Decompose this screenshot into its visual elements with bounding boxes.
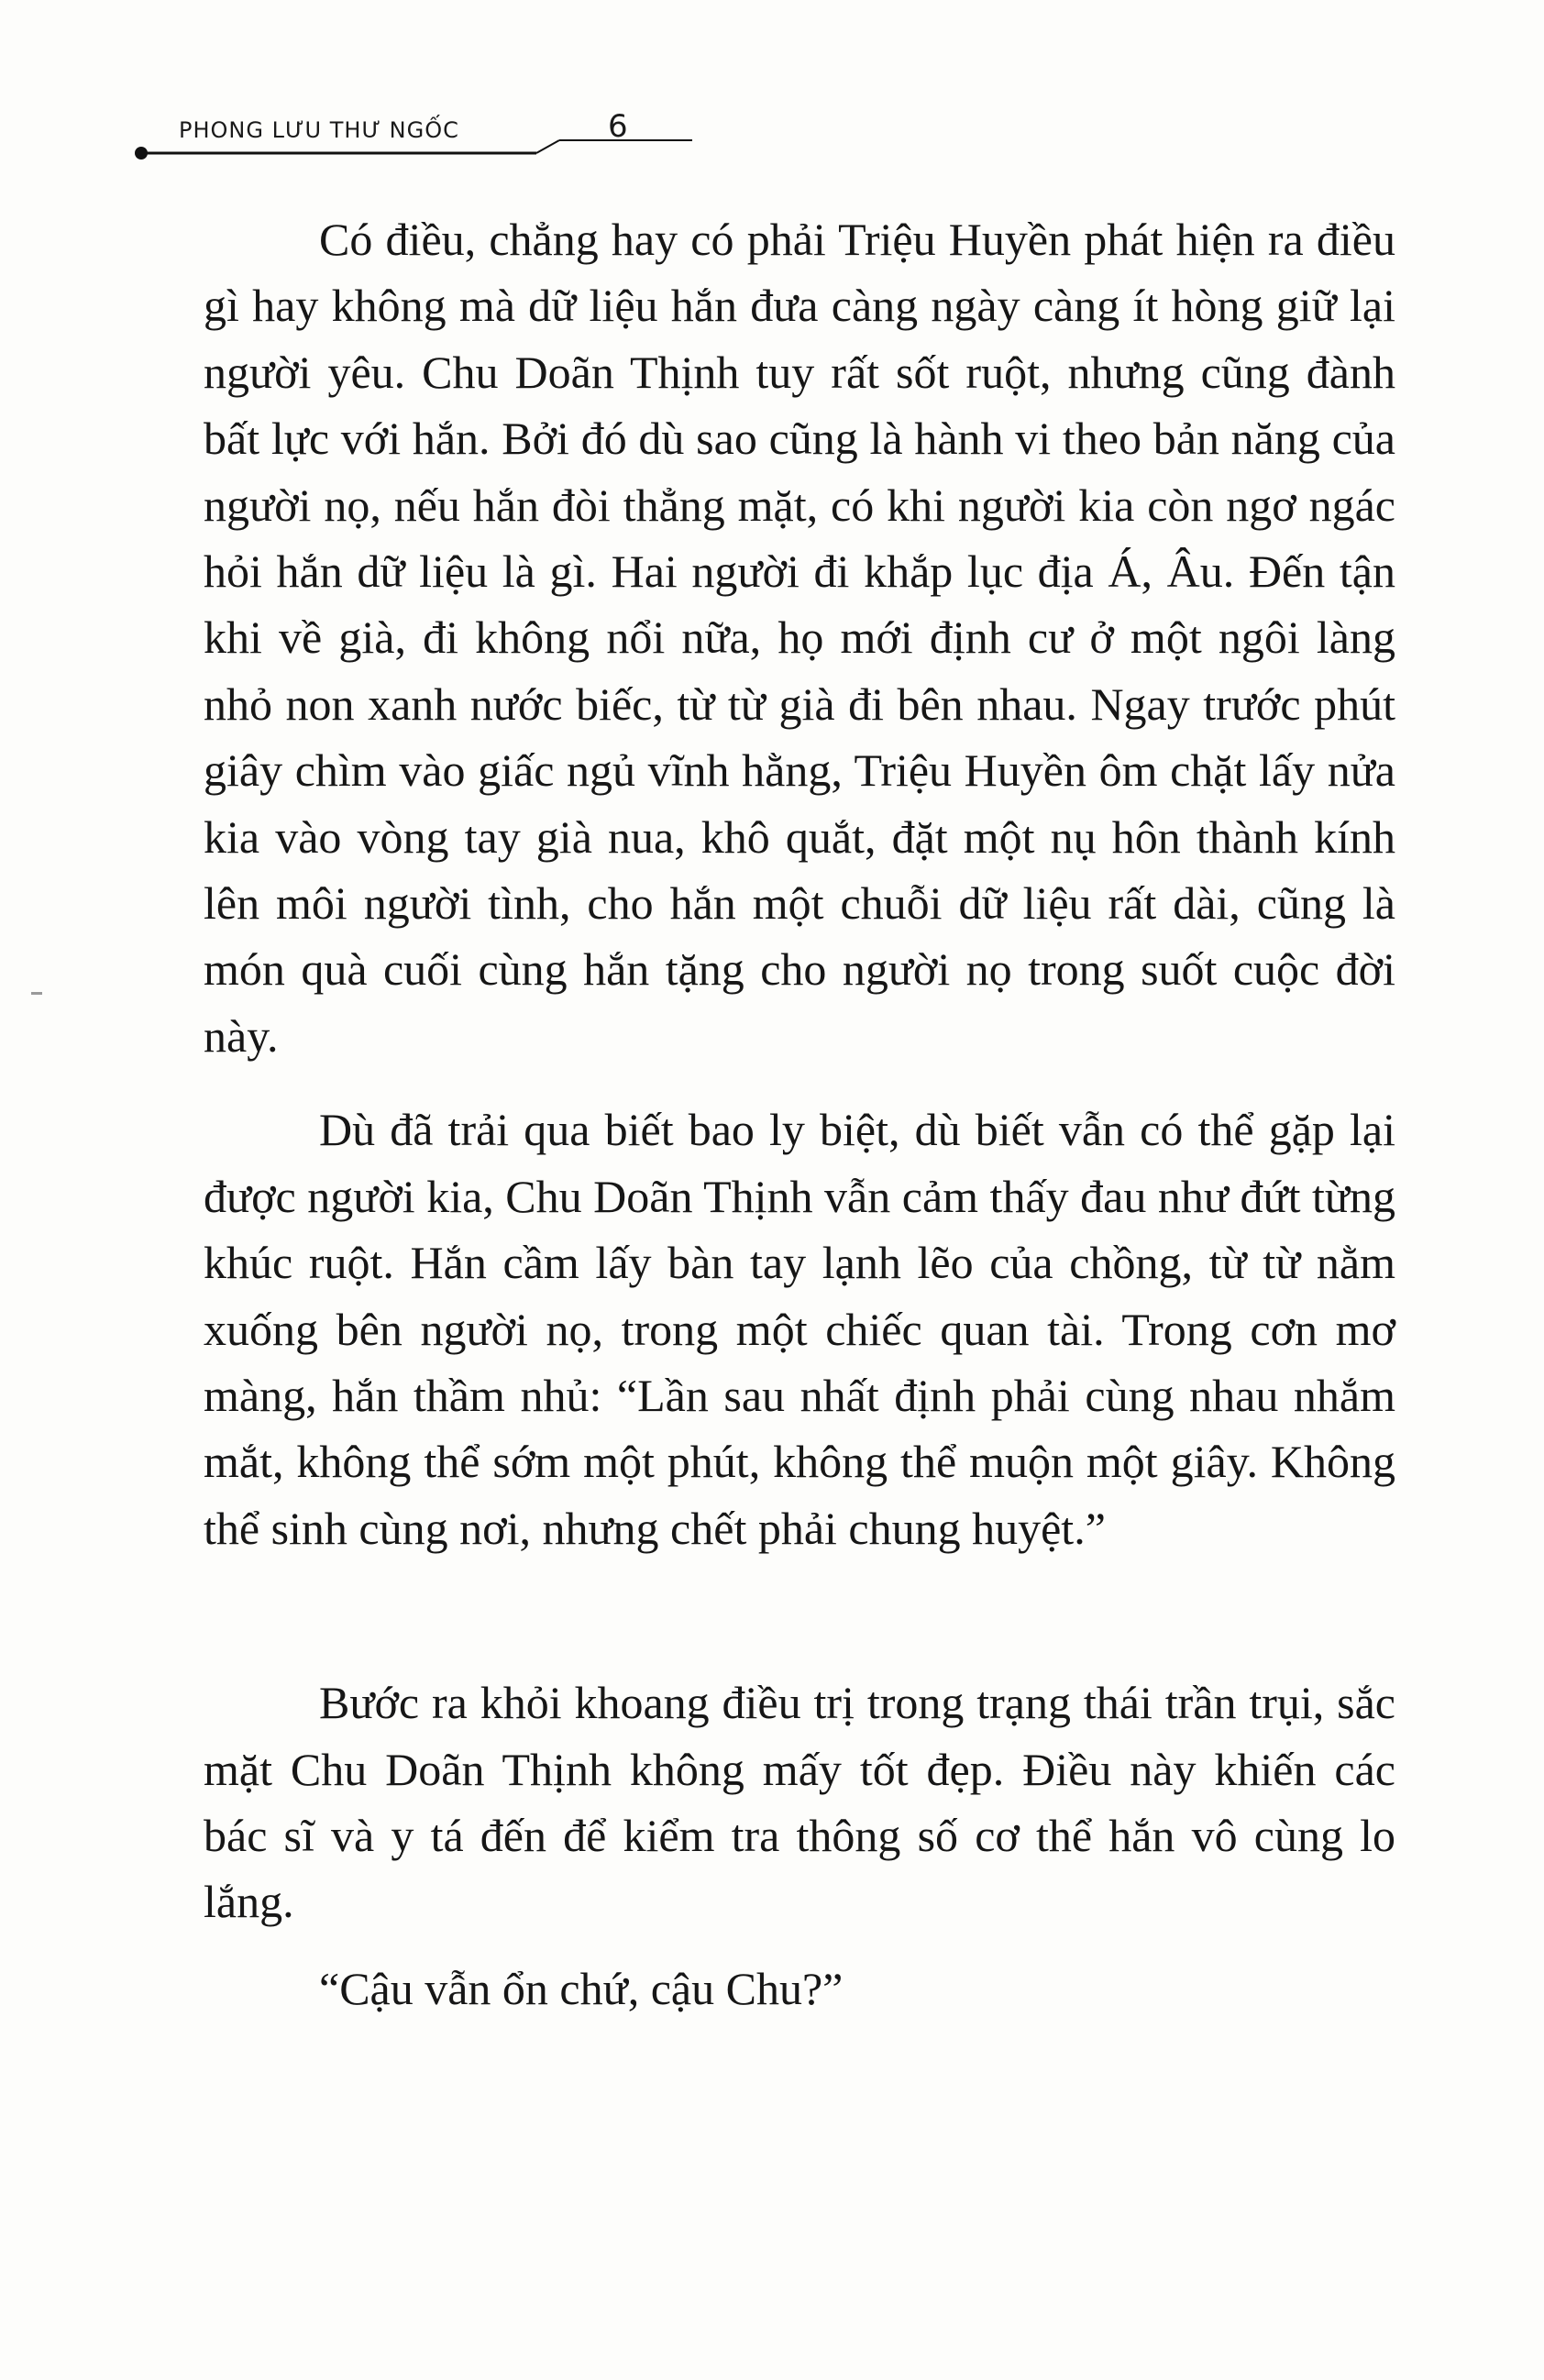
paragraph-3: Bước ra khỏi khoang điều trị trong trạng thái trần trụi, sắc mặt Chu Doãn Thịnh không mấy tốt đẹp. Điều này khiến các bác sĩ và y tá đến để kiểm tra thông số cơ thể hắn vô cùng lo lắng. bbox=[204, 1677, 1395, 1928]
page-number: 6 bbox=[608, 108, 628, 145]
running-header bbox=[133, 108, 692, 163]
header-rule bbox=[133, 139, 692, 167]
scene-break bbox=[204, 1561, 1395, 1669]
paragraph-1: Có điều, chẳng hay có phải Triệu Huyền phát hiện ra điều gì hay không mà dữ liệu hắn đưa càng ngày càng ít hòng giữ lại người yêu. Chu Doãn Thịnh tuy rất sốt ruột, nhưng cũng đành bất lực với hắn. Bởi đó dù sao cũng là hành vi theo bản năng của người nọ, nếu hắn đòi thẳng mặt, có khi người kia còn ngơ ngác hỏi hắn dữ liệu là gì. Hai người đi khắp lục địa Á, Âu. Đến tận khi về già, đi không nổi nữa, họ mới định cư ở một ngôi làng nhỏ non xanh nước biếc, từ từ già đi bên nhau. Ngay trước phút giây chìm vào giấc ngủ vĩnh hằng, Triệu Huyền ôm chặt lấy nửa kia vào vòng tay già nua, khô quắt, đặt một nụ hôn thành kính lên môi người tình, cho hắn một chuỗi dữ liệu rất dài, cũng là món quà cuối cùng hắn tặng cho người nọ trong suốt cuộc đời này. bbox=[204, 214, 1395, 1062]
paragraph-2: Dù đã trải qua biết bao ly biệt, dù biết vẫn có thể gặp lại được người kia, Chu Doãn Thịnh vẫn cảm thấy đau như đứt từng khúc ruột. Hắn cầm lấy bàn tay lạnh lẽo của chồng, từ từ nằm xuống bên người nọ, trong một chiếc quan tài. Trong cơn mơ màng, hắn thầm nhủ: “Lần sau nhất định phải cùng nhau nhắm mắt, không thể sớm một phút, không thể muộn một giây. Không thể sinh cùng nơi, nhưng chết phải chung huyệt.” bbox=[204, 1104, 1395, 1554]
book-title: PHONG LƯU THƯ NGỐC bbox=[179, 117, 459, 143]
paragraph-gap bbox=[204, 1935, 1395, 1956]
paragraph-4-dialogue: “Cậu vẫn ổn chứ, cậu Chu?” bbox=[319, 1962, 844, 2014]
body-text bbox=[204, 206, 1395, 2022]
paragraph-gap bbox=[204, 1069, 1395, 1096]
margin-mark bbox=[31, 992, 42, 995]
